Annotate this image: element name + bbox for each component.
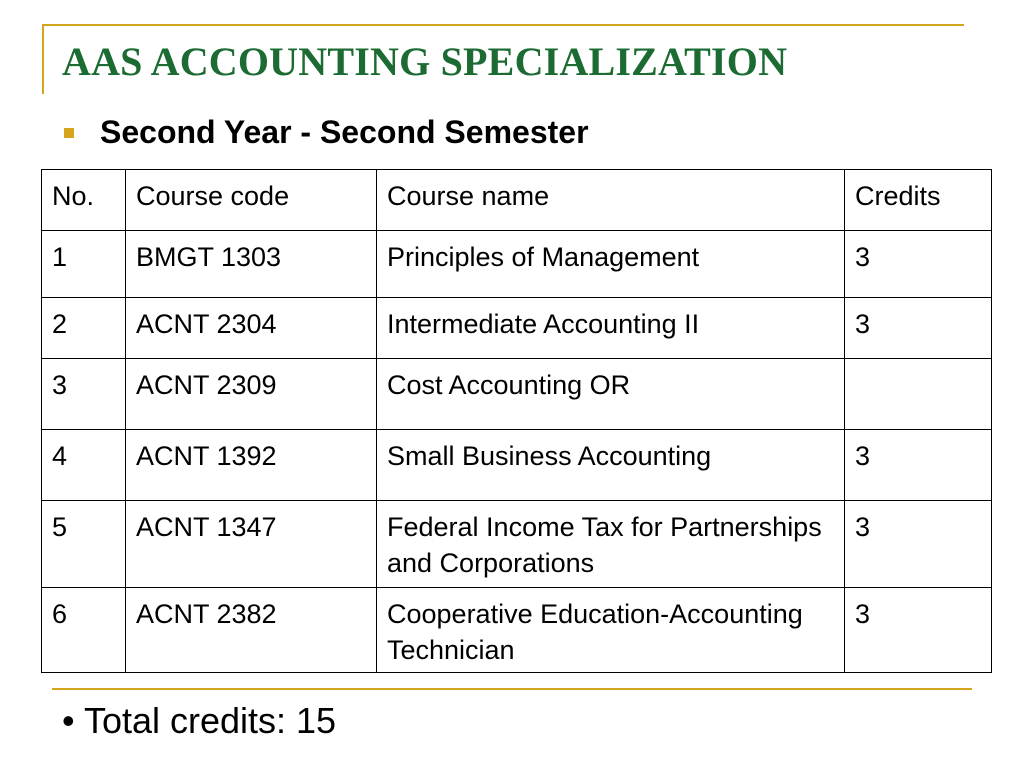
cell-course-code: ACNT 2382 <box>126 588 377 673</box>
cell-no: 6 <box>42 588 126 673</box>
cell-course-code: ACNT 2309 <box>126 359 377 430</box>
cell-credits: 3 <box>845 430 992 501</box>
title-rule-vertical <box>42 24 44 94</box>
cell-course-code: BMGT 1303 <box>126 231 377 298</box>
table-header-row <box>42 170 992 231</box>
square-bullet-icon <box>64 128 74 138</box>
cell-course-name: Principles of Management <box>377 231 845 298</box>
header-credits: Credits <box>845 170 992 231</box>
cell-no: 1 <box>42 231 126 298</box>
cell-course-code: ACNT 1392 <box>126 430 377 501</box>
header-course-name: Course name <box>377 170 845 231</box>
cell-credits <box>845 359 992 430</box>
table-row <box>42 588 992 673</box>
total-credits: • Total credits: 15 <box>62 700 337 741</box>
cell-course-name: Cost Accounting OR <box>377 359 845 430</box>
cell-course-name: Cooperative Education-Accounting Technician <box>377 588 845 673</box>
cell-course-name: Intermediate Accounting II <box>377 298 845 359</box>
cell-credits: 3 <box>845 298 992 359</box>
table-row <box>42 231 992 298</box>
course-table <box>41 169 992 673</box>
table-row <box>42 298 992 359</box>
cell-course-name: Small Business Accounting <box>377 430 845 501</box>
cell-no: 2 <box>42 298 126 359</box>
cell-credits: 3 <box>845 231 992 298</box>
cell-course-name: Federal Income Tax for Partnerships and Corporations <box>377 501 845 588</box>
cell-credits: 3 <box>845 501 992 588</box>
cell-course-code: ACNT 2304 <box>126 298 377 359</box>
cell-no: 5 <box>42 501 126 588</box>
header-course-code: Course code <box>126 170 377 231</box>
cell-course-code: ACNT 1347 <box>126 501 377 588</box>
cell-no: 4 <box>42 430 126 501</box>
table-row <box>42 430 992 501</box>
slide-title: AAS ACCOUNTING SPECIALIZATION <box>62 39 788 84</box>
table-row <box>42 359 992 430</box>
header-no: No. <box>42 170 126 231</box>
table-row <box>42 501 992 588</box>
slide-subtitle: Second Year - Second Semester <box>100 113 589 150</box>
subtitle-bullet <box>64 112 589 152</box>
title-rule-horizontal <box>42 24 964 26</box>
cell-no: 3 <box>42 359 126 430</box>
footer-rule <box>52 688 972 690</box>
cell-credits: 3 <box>845 588 992 673</box>
